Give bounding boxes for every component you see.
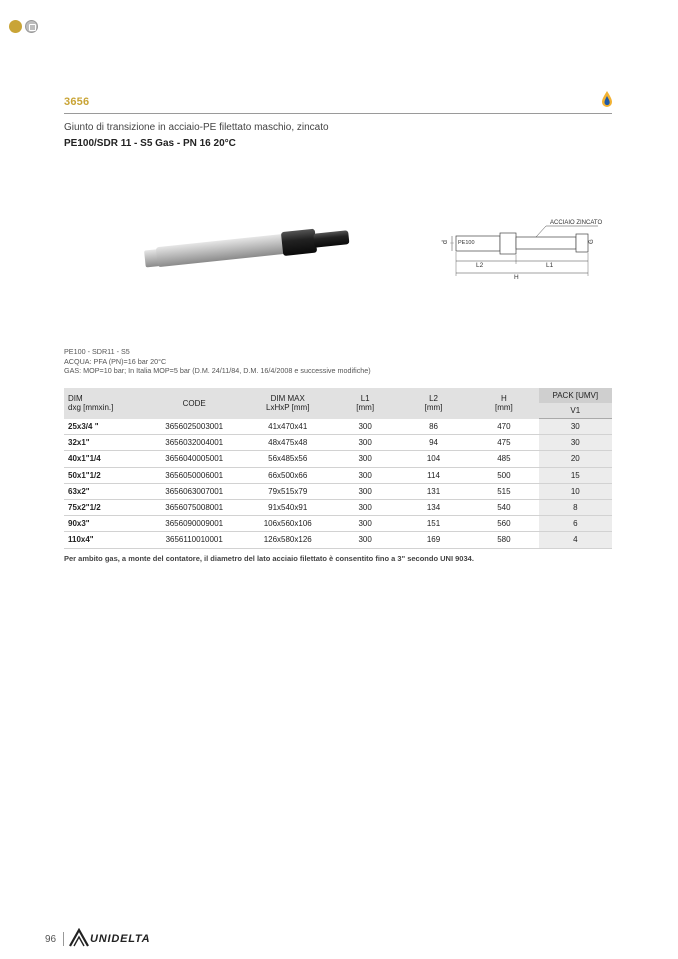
col-header-l1: L1 [mm] [332,388,397,419]
cell-h: 470 [469,419,538,435]
unidelta-logo-icon [68,928,90,948]
col-header-h: H [mm] [469,388,538,419]
table-row [64,419,612,435]
cell-l2: 169 [398,532,469,548]
cell-l2: 151 [398,516,469,532]
cell-code: 3656110010001 [145,532,243,548]
technical-notes [64,347,371,376]
table-row [64,516,612,532]
product-table [64,388,612,549]
drawing-dim-h: H [514,274,519,281]
section-dot-gold [9,20,22,33]
table-row [64,467,612,483]
col-header-pack: PACK [UMV] [539,388,612,403]
cell-l2: 131 [398,483,469,499]
cell-code: 3656040005001 [145,451,243,467]
cell-dimmax: 79x515x79 [243,483,332,499]
col-header-v1: V1 [539,403,612,419]
cell-l2: 134 [398,499,469,515]
cell-v1: 8 [539,499,612,515]
drawing-dim-l1: L1 [546,262,554,269]
table-row [64,532,612,548]
cell-v1: 20 [539,451,612,467]
cell-code: 3656075008001 [145,499,243,515]
footer-divider [63,932,64,946]
col-header-dim: DIM dxg [mmxin.] [64,388,145,419]
cell-l2: 114 [398,467,469,483]
cell-v1: 4 [539,532,612,548]
cell-dimmax: 126x580x126 [243,532,332,548]
cell-l2: 104 [398,451,469,467]
page-number: 96 [45,934,57,945]
drawing-dim-d: d [442,240,449,244]
col-header-code: CODE [145,388,243,419]
cell-dim: 40x1"1/4 [64,451,145,467]
cell-dim: 75x2"1/2 [64,499,145,515]
footnote: Per ambito gas, a monte del contatore, il diametro del lato acciaio filettato è consentito fino a 3" secondo UNI 9034. [64,554,474,563]
cell-dim: 90x3" [64,516,145,532]
cell-h: 515 [469,483,538,499]
product-code-title: 3656 [64,96,90,108]
table-row [64,499,612,515]
drawing-dim-l2: L2 [476,262,484,269]
cell-h: 540 [469,499,538,515]
cell-v1: 15 [539,467,612,483]
drawing-dim-thread: G [589,239,595,244]
cell-h: 475 [469,435,538,451]
cell-l1: 300 [332,419,397,435]
cell-code: 3656032004001 [145,435,243,451]
cell-code: 3656090009001 [145,516,243,532]
cell-dimmax: 41x470x41 [243,419,332,435]
note-line: GAS: MOP=10 bar; In Italia MOP=5 bar (D.M. 24/11/84, D.M. 16/4/2008 e successive modifiche) [64,366,371,375]
cell-v1: 30 [539,419,612,435]
drawing-pe-label: PE100 [458,240,475,246]
cell-dimmax: 91x540x91 [243,499,332,515]
drawing-material-label: ACCIAIO ZINCATO [550,220,603,226]
cell-dimmax: 66x500x66 [243,467,332,483]
cell-h: 580 [469,532,538,548]
cell-l2: 94 [398,435,469,451]
product-description: Giunto di transizione in acciaio-PE filettato maschio, zincato [64,122,329,133]
cell-v1: 6 [539,516,612,532]
technical-drawing [436,214,616,284]
product-spec: PE100/SDR 11 - S5 Gas - PN 16 20°C [64,138,236,149]
cell-v1: 30 [539,435,612,451]
cell-l1: 300 [332,435,397,451]
cell-l1: 300 [332,467,397,483]
product-photo [138,220,353,270]
col-header-l2: L2 [mm] [398,388,469,419]
cell-l2: 86 [398,419,469,435]
cell-dimmax: 106x560x106 [243,516,332,532]
brand-name: UNIDELTA [90,933,151,945]
cell-dim: 32x1" [64,435,145,451]
table-row [64,451,612,467]
note-line: ACQUA: PFA (PN)=16 bar 20°C [64,356,167,366]
col-header-dimmax: DIM MAX LxHxP [mm] [243,388,332,419]
table-row [64,435,612,451]
cell-code: 3656025003001 [145,419,243,435]
cell-dimmax: 48x475x48 [243,435,332,451]
cell-h: 485 [469,451,538,467]
cell-dim: 50x1"1/2 [64,467,145,483]
cell-h: 560 [469,516,538,532]
cell-l1: 300 [332,499,397,515]
cell-v1: 10 [539,483,612,499]
cell-l1: 300 [332,483,397,499]
cell-dim: 63x2" [64,483,145,499]
cell-l1: 300 [332,516,397,532]
cell-code: 3656050006001 [145,467,243,483]
section-dot-grey-icon [25,20,38,33]
cell-dim: 110x4" [64,532,145,548]
water-gas-drop-icon [600,90,614,108]
cell-l1: 300 [332,451,397,467]
cell-code: 3656063007001 [145,483,243,499]
note-line: PE100 - SDR11 - S5 [64,347,130,356]
cell-dim: 25x3/4 " [64,419,145,435]
header-divider [64,113,612,114]
table-row [64,483,612,499]
cell-l1: 300 [332,532,397,548]
cell-dimmax: 56x485x56 [243,451,332,467]
cell-h: 500 [469,467,538,483]
